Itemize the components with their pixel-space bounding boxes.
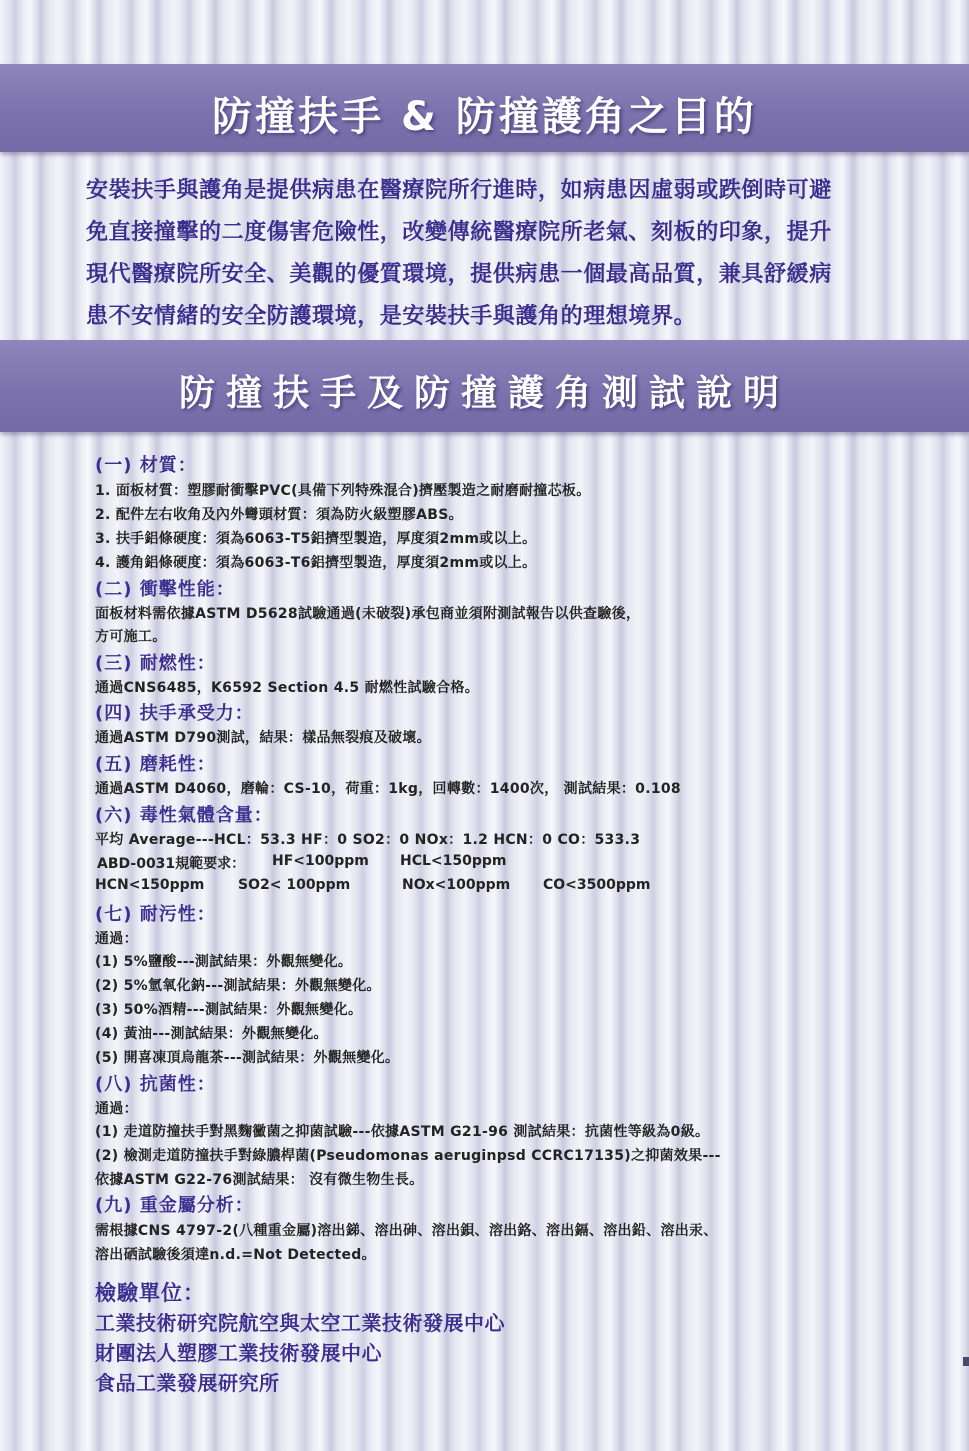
metals-heading: (九) 重金屬分析： [95,1195,254,1216]
toxic-limit-hcn: HCN<150ppm [95,877,205,893]
flame-heading: (三) 耐燃性： [95,653,216,674]
toxic-requirement-label: ABD-0031規範要求： [97,856,246,872]
material-heading: (一) 材質： [95,455,197,476]
purpose-title: 防撞扶手 & 防撞護角之目的 [212,94,757,140]
material-line: 1. 面板材質：塑膠耐衝擊PVC(具備下列特殊混合)擠壓製造之耐磨耐撞芯板。 [95,483,591,499]
impact-line: 面板材料需依據ASTM D5628試驗通過(未破裂)承包商並須附測試報告以供查驗後， [95,606,641,622]
lab-item: 工業技術研究院航空與太空工業技術發展中心 [95,1311,505,1335]
toxic-limit-hcl: HCL<150ppm [400,853,507,869]
page-edge-mark [963,1357,969,1366]
material-line: 2. 配件左右收角及內外彎頭材質：須為防火級塑膠ABS。 [95,507,463,523]
purpose-paragraph [86,170,936,338]
load-line: 通過ASTM D790測試，結果：樣品無裂痕及破壞。 [95,730,431,746]
stain-line: (3) 50%酒精---測試結果：外觀無變化。 [95,1002,363,1018]
lab-item: 財團法人塑膠工業技術發展中心 [95,1341,382,1365]
antibac-line: (1) 走道防撞扶手對黑麴黴菌之抑菌試驗---依據ASTM G21-96 測試結果：抗菌性等級為0級。 [95,1124,710,1140]
material-line: 4. 護角鋁條硬度：須為6063-T6鋁擠型製造，厚度須2mm或以上。 [95,555,537,571]
purpose-line: 免直接撞擊的二度傷害危險性，改變傳統醫療院所老氣、刻板的印象，提升 [86,220,832,245]
wear-heading: (五) 磨耗性： [95,754,216,775]
labs-heading: 檢驗單位： [95,1281,205,1305]
toxic-limit-hf: HF<100ppm [272,853,369,869]
antibac-line: 通過： [95,1101,138,1117]
metals-line: 溶出硒試驗後須達n.d.=Not Detected。 [95,1247,376,1263]
purpose-line: 現代醫療院所安全、美觀的優質環境，提供病患一個最高品質，兼具舒緩病 [86,262,832,287]
test-title: 防撞扶手及防撞護角測試說明 [178,373,790,414]
stain-line: 通過： [95,931,138,947]
wear-line: 通過ASTM D4060，磨輪：CS-10，荷重：1kg，回轉數：1400次， 測試結果：0.108 [95,781,681,797]
flame-line: 通過CNS6485，K6592 Section 4.5 耐燃性試驗合格。 [95,680,480,696]
material-line: 3. 扶手鋁條硬度：須為6063-T5鋁擠型製造，厚度須2mm或以上。 [95,531,537,547]
stain-line: (2) 5%氫氧化鈉---測試結果：外觀無變化。 [95,978,381,994]
toxic-average: 平均 Average---HCL：53.3 HF：0 SO2：0 NOx：1.2 HCN：0 CO：533.3 [95,832,641,848]
toxic-limit-co: CO<3500ppm [543,877,651,893]
stain-line: (1) 5%鹽酸---測試結果：外觀無變化。 [95,954,353,970]
impact-line: 方可施工。 [95,629,167,645]
purpose-line: 安裝扶手與護角是提供病患在醫療院所行進時，如病患因虛弱或跌倒時可避 [86,178,832,203]
toxic-limit-so2: SO2< 100ppm [238,877,351,893]
stain-line: (5) 開喜凍頂烏龍茶---測試結果：外觀無變化。 [95,1050,400,1066]
load-heading: (四) 扶手承受力： [95,703,254,724]
lab-item: 食品工業發展研究所 [95,1371,280,1395]
toxic-heading: (六) 毒性氣體含量： [95,805,273,826]
toxic-limit-nox: NOx<100ppm [402,877,511,893]
antibac-line: 依據ASTM G22-76測試結果： 沒有微生物生長。 [95,1172,424,1188]
antibac-heading: (八) 抗菌性： [95,1074,216,1095]
metals-line: 需根據CNS 4797-2(八種重金屬)溶出銻、溶出砷、溶出鋇、溶出鉻、溶出鎘、溶出鉛、溶出汞、 [95,1223,718,1239]
antibac-line: (2) 檢測走道防撞扶手對綠膿桿菌(Pseudomonas aeruginpsd CCRC17135)之抑菌效果--- [95,1148,721,1164]
purpose-line: 患不安情緒的安全防護環境，是安裝扶手與護角的理想境界。 [86,304,697,329]
impact-heading: (二) 衝擊性能： [95,579,235,600]
stain-heading: (七) 耐污性： [95,904,216,925]
stain-line: (4) 黃油---測試結果：外觀無變化。 [95,1026,328,1042]
